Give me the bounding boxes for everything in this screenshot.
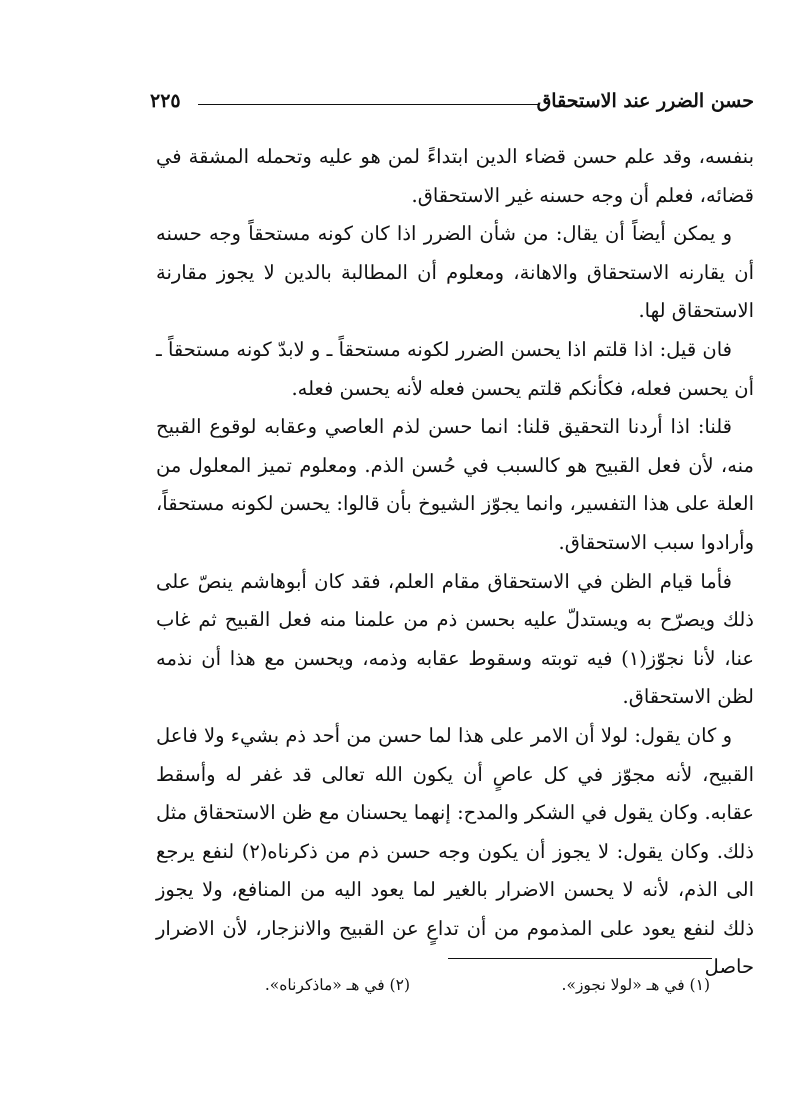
header-rule (198, 104, 538, 105)
footnote-1: (١) في هـ «لولا نجوز». (561, 976, 710, 994)
page-number: ٢٢٥ (150, 90, 181, 112)
paragraph-1: بنفسه، وقد علم حسن قضاء الدين ابتداءً لمن هو عليه وتحمله المشقة في قضائه، فعلم أن وجه حسنه غير الاستحقاق. (156, 145, 754, 207)
footnotes (150, 976, 710, 1002)
paragraph-4: قلنا: اذا أردنا التحقيق قلنا: انما حسن لذم العاصي وعقابه لوقوع القبيح منه، لأن فعل القبيح هو كالسبب في حُسن الذم. ومعلوم تميز المعلول من العلة على هذا التفسير، وانما يجوّز الشيوخ بأن قالوا: يحسن لكونه مستحقاً، وأرادوا سبب الاستحقاق. (156, 415, 754, 554)
paragraph-5: فأما قيام الظن في الاستحقاق مقام العلم، فقد كان أبوهاشم ينصّ على ذلك ويصرّح به ويستدلّ عليه بحسن ذم من علمنا منه فعل القبيح ثم غاب عنا، لأنا نجوّز(١) فيه توبته وسقوط عقابه وذمه، ويحسن مع هذا أن نذمه لظن الاستحقاق. (156, 569, 754, 709)
paragraph-6: و كان يقول: لولا أن الامر على هذا لما حسن من أحد ذم بشيء ولا فاعل القبيح، لأنه مجوّز في كل عاصٍ أن يكون الله تعالى قد غفر له وأسقط عقابه. وكان يقول في الشكر والمدح: إنهما يحسنان مع ظن الاستحقاق مثل ذلك. وكان يقول: لا يجوز أن يكون وجه حسن ذم من ذكرناه(٢) لنفع يرجع الى الذم، لأنه لا يحسن الاضرار بالغير لما يعود اليه من المنافع، ولا يجوز ذلك لنفع يعود على المذموم من أن تداعٍ عن القبيح والانزجار، لأن الاضرار حاصل (156, 723, 754, 979)
paragraph-3: فان قيل: اذا قلتم اذا يحسن الضرر لكونه مستحقاً ـ و لابدّ كونه مستحقاً ـ أن يحسن فعله، فكأنكم قلتم يحسن فعله لأنه يحسن فعله. (156, 337, 754, 400)
footnote-2: (٢) في هـ «ماذكرناه». (264, 976, 410, 994)
running-title: حسن الضرر عند الاستحقاق (536, 90, 754, 112)
paragraph-2: و يمكن أيضاً أن يقال: من شأن الضرر اذا كان كونه مستحقاً وجه حسنه أن يقارنه الاستحقاق والاهانة، ومعلوم أن المطالبة بالدين لا يجوز مقارنة الاستحقاق لها. (156, 222, 754, 323)
page-header (150, 88, 754, 122)
main-text (156, 138, 754, 987)
footnote-rule (448, 958, 712, 959)
